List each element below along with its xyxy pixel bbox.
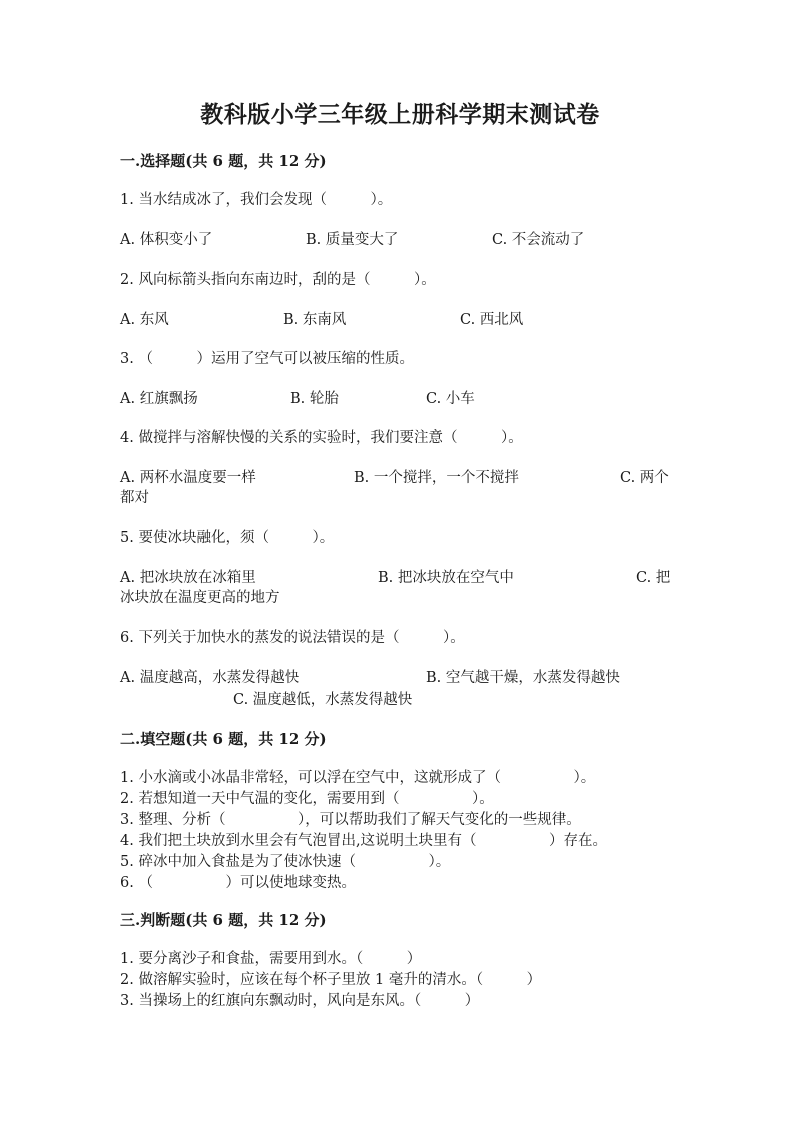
section-heading-true-false: 三.判断题(共 6 题，共 12 分) <box>120 911 327 929</box>
fill-blank-4: 4. 我们把土块放到水里会有气泡冒出,这说明土块里有（ ）存在。 <box>120 833 608 849</box>
page-title: 教科版小学三年级上册科学期末测试卷 <box>200 101 600 128</box>
question-4-option-a: A. 两杯水温度要一样 <box>120 470 256 486</box>
true-false-2: 2. 做溶解实验时，应该在每个杯子里放 1 毫升的清水。（ ） <box>120 972 542 988</box>
section-heading-choice: 一.选择题(共 6 题，共 12 分) <box>120 152 327 170</box>
question-4-option-c: C. 两个 <box>620 470 669 486</box>
question-6-option-b: B. 空气越干燥，水蒸发得越快 <box>426 670 620 686</box>
true-false-1: 1. 要分离沙子和食盐，需要用到水。（ ） <box>120 951 422 967</box>
question-6-option-a: A. 温度越高，水蒸发得越快 <box>120 670 300 686</box>
question-5-option-c-continued: 冰块放在温度更高的地方 <box>120 590 280 606</box>
question-4-option-c-continued: 都对 <box>120 490 149 506</box>
fill-blank-1: 1. 小水滴或小冰晶非常轻，可以浮在空气中，这就形成了（ ）。 <box>120 770 596 786</box>
section-heading-fill-blank: 二.填空题(共 6 题，共 12 分) <box>120 730 327 748</box>
fill-blank-3: 3. 整理、分析（ ），可以帮助我们了解天气变化的一些规律。 <box>120 812 581 828</box>
question-4: 4. 做搅拌与溶解快慢的关系的实验时，我们要注意（ ）。 <box>120 430 523 446</box>
fill-blank-6: 6. （ ）可以使地球变热。 <box>120 875 356 891</box>
question-5-option-c: C. 把 <box>636 570 671 586</box>
fill-blank-5: 5. 碎冰中加入食盐是为了使冰快速（ ）。 <box>120 854 451 870</box>
question-6-option-c: C. 温度越低，水蒸发得越快 <box>233 692 413 708</box>
question-1-option-a: A. 体积变小了 <box>120 232 213 248</box>
question-5-option-b: B. 把冰块放在空气中 <box>378 570 514 586</box>
question-3-option-c: C. 小车 <box>426 391 475 407</box>
question-5: 5. 要使冰块融化，须（ ）。 <box>120 530 335 546</box>
question-1-option-b: B. 质量变大了 <box>306 232 399 248</box>
question-2-option-c: C. 西北风 <box>460 312 524 328</box>
question-1-option-c: C. 不会流动了 <box>492 232 585 248</box>
fill-blank-2: 2. 若想知道一天中气温的变化，需要用到（ ）。 <box>120 791 494 807</box>
question-2: 2. 风向标箭头指向东南边时，刮的是（ ）。 <box>120 272 436 288</box>
question-3: 3. （ ）运用了空气可以被压缩的性质。 <box>120 351 414 367</box>
true-false-3: 3. 当操场上的红旗向东飘动时，风向是东风。（ ） <box>120 993 480 1009</box>
question-1: 1. 当水结成冰了，我们会发现（ ）。 <box>120 192 393 208</box>
question-2-option-b: B. 东南风 <box>283 312 347 328</box>
question-2-option-a: A. 东风 <box>120 312 169 328</box>
question-5-option-a: A. 把冰块放在冰箱里 <box>120 570 256 586</box>
question-6: 6. 下列关于加快水的蒸发的说法错误的是（ ）。 <box>120 630 465 646</box>
question-4-option-b: B. 一个搅拌，一个不搅拌 <box>354 470 519 486</box>
question-3-option-a: A. 红旗飘扬 <box>120 391 198 407</box>
question-3-option-b: B. 轮胎 <box>290 391 339 407</box>
